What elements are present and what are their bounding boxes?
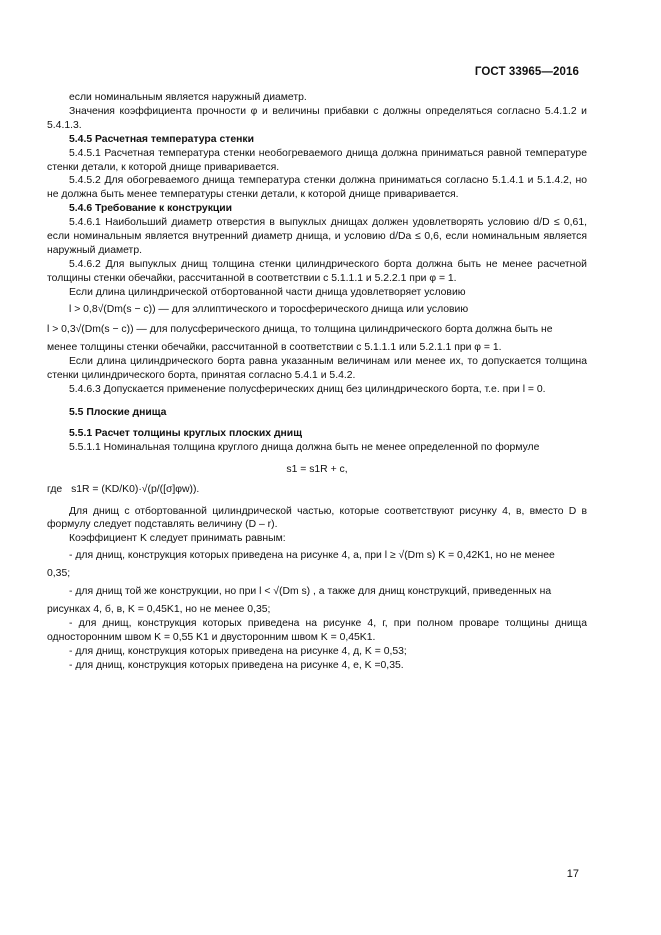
formula-condition-2: l > 0,3√(Dm(s − c)) [47, 323, 134, 335]
document-body [47, 91, 587, 673]
where-label: где [47, 483, 63, 495]
list-item-k5: - для днищ, конструкция которых приведена на рисунке 4, е, K =0,35. [69, 659, 404, 671]
document-code-header: ГОСТ 33965—2016 [474, 66, 579, 78]
paragraph: Коэффициент K следует принимать равным: [69, 533, 286, 545]
text-line: менее толщины стенки обечайки, рассчитанной в соответствии с 5.1.1.1 или 5.2.1.1 при φ = 1. [47, 342, 502, 354]
paragraph: Для днищ с отбортованной цилиндрической частью, которые соответствуют рисунку 4, в, вместо D в формулу следует подставлять величину (D – r). [47, 505, 587, 531]
condition-text-2: — для полусферического днища, то толщина цилиндрического борта должна быть не [136, 323, 553, 335]
formula-s1r: s1R = (KD/K0)·√(p/([σ]φw)). [71, 483, 200, 495]
list-item-k2: - для днищ той же конструкции, но при l < √(Dm s) , а также для днищ конструкций, приведенных на [69, 586, 552, 598]
paragraph: Если длина цилиндрического борта равна указанным величинам или менее их, то допускается толщина стенки цилиндрического борта, принятая согласно 5.4.1 и 5.4.2. [47, 356, 587, 382]
section-heading-5-5: 5.5 Плоские днища [69, 407, 167, 419]
list-item-k1-cont: 0,35; [47, 568, 71, 580]
section-heading-5-4-5: 5.4.5 Расчетная температура стенки [69, 133, 254, 145]
paragraph-condition-hemispheric [47, 323, 587, 337]
paragraph-5-4-6-1: 5.4.6.1 Наибольший диаметр отверстия в выпуклых днищах должен удовлетворять условию d/D ≤ 0,61, если номинальным является внутренний диаметр днища, и условию d/Da ≤ 0,6, если номинальным является наружный диаметр. [47, 217, 587, 256]
section-heading-5-5-1: 5.5.1 Расчет толщины круглых плоских днищ [69, 427, 302, 439]
paragraph-5-4-6-2: 5.4.6.2 Для выпуклых днищ толщина стенки цилиндрического борта должна быть не менее расчетной толщины стенки обечайки, рассчитанной в соответствии с 5.1.1.1 и 5.2.2.1 при φ = 1. [47, 258, 587, 284]
formula-condition-1: l > 0,8√(Dm(s − c)) [69, 303, 156, 315]
text-line: если номинальным является наружный диаметр. [69, 92, 307, 103]
paragraph-condition-elliptic [47, 303, 587, 317]
list-item-k3: - для днищ, конструкция которых приведена на рисунке 4, г, при полном проваре толщины днища односторонним швом K = 0,55 K1 и двусторонним швом K = 0,45K1. [47, 617, 587, 643]
formula-s1: s1 = s1R + c, [286, 463, 348, 475]
list-item-k2-cont: рисунках 4, б, в, K = 0,45K1, но не менее 0,35; [47, 604, 271, 615]
paragraph-5-4-5-2: 5.4.5.2 Для обогреваемого днища температура стенки должна приниматься согласно 5.1.4.1 и 5.1.4.2, но не должна быть менее температуры стенки детали, к которой днище приваривается. [47, 175, 587, 201]
list-item-k4: - для днищ, конструкция которых приведена на рисунке 4, д, K = 0,53; [69, 645, 407, 657]
list-item-k1: - для днищ, конструкция которых приведена на рисунке 4, а, при l ≥ √(Dm s) K = 0,42K1, но не менее [69, 550, 555, 562]
condition-text-1: — для эллиптического и торосферического днища или условию [158, 303, 469, 315]
formula-s1r-row [47, 483, 587, 497]
page-number: 17 [566, 868, 579, 880]
paragraph-5-4-5-1: 5.4.5.1 Расчетная температура стенки необогреваемого днища должна приниматься равной температуре стенки детали, к которой днище приваривается. [47, 147, 587, 173]
section-heading-5-4-6: 5.4.6 Требование к конструкции [69, 203, 233, 215]
paragraph: Значения коэффициента прочности φ и величины прибавки c должны определяться согласно 5.4.1.2 и 5.4.1.3. [47, 105, 587, 131]
paragraph-5-5-1-1: 5.5.1.1 Номинальная толщина круглого днища должна быть не менее определенной по формуле [69, 441, 540, 453]
paragraph-cylinder-condition: Если длина цилиндрической отбортованной части днища удовлетворяет условию [69, 286, 466, 298]
paragraph-5-4-6-3: 5.4.6.3 Допускается применение полусферических днищ без цилиндрического борта, т.е. при l = 0. [69, 384, 546, 396]
